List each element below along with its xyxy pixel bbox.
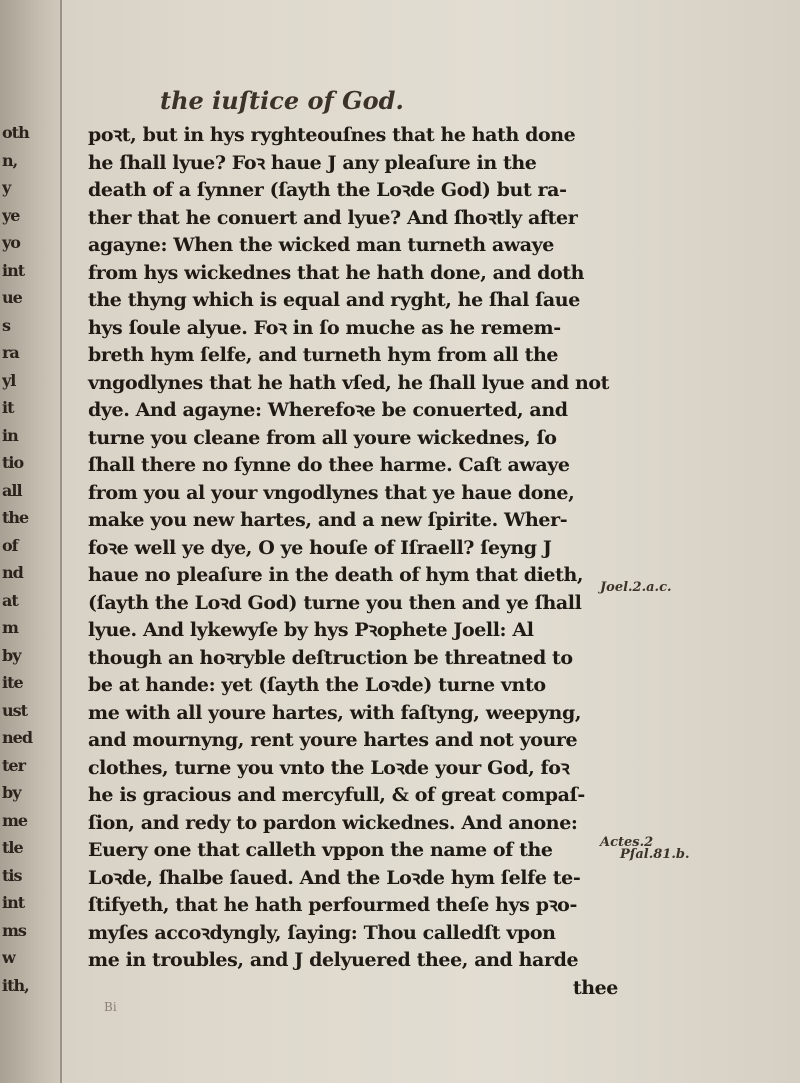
previous-page-fragment: tis — [2, 865, 22, 885]
text-line: turne you cleane from all youre wickednes, ſo — [88, 426, 557, 449]
previous-page-fragment: oth — [2, 123, 29, 142]
marginal-note-psal: Pſal.81.b. — [620, 847, 690, 862]
signature-mark: Bi — [104, 1000, 117, 1014]
marginal-note-joel: Joel.2.a.c. — [600, 580, 672, 595]
text-line: vngodlynes that he hath vſed, he ſhall lyue and not — [88, 371, 610, 394]
text-line: dye. And agayne: Wherefoꝛe be conuerted, and — [88, 399, 568, 421]
text-line: Loꝛde, ſhalbe ſaued. And the Loꝛde hym ſelfe te- — [88, 866, 581, 889]
running-head: the iuſtice of God. — [160, 86, 404, 115]
text-line: thee — [572, 976, 618, 999]
text-line: make you new hartes, and a new ſpirite. Wher- — [88, 509, 568, 531]
previous-page-fragment: m — [2, 618, 18, 637]
previous-page-fragment: by — [2, 783, 21, 802]
previous-page-fragment: yl — [2, 370, 16, 390]
previous-page-fragment: the — [2, 508, 29, 527]
gutter-rule — [60, 0, 62, 1083]
previous-page-fragment: yo — [2, 233, 20, 252]
text-line: poꝛt, but in hys ryghteouſnes that he hath done — [88, 124, 576, 146]
text-line: haue no pleaſure in the death of hym that dieth, — [88, 564, 584, 586]
previous-page-fragment: tle — [2, 838, 23, 857]
previous-page-fragment: ned — [2, 728, 32, 747]
text-line: agayne: When the wicked man turneth awaye — [88, 234, 554, 256]
text-line: from you al your vngodlynes that ye haue done, — [88, 481, 575, 504]
text-line: ſion, and redy to pardon wickednes. And anone: — [88, 811, 578, 834]
text-line: death of a ſynner (ſayth the Loꝛde God) but ra- — [88, 179, 567, 201]
text-line: though an hoꝛryble deſtruction be threatned to — [88, 646, 573, 669]
previous-page-fragment: w — [2, 948, 15, 967]
text-line: from hys wickednes that he hath done, and doth — [88, 261, 585, 284]
text-line: me in troubles, and J delyuered thee, and harde — [88, 949, 579, 971]
previous-page-fragment: ith, — [2, 975, 29, 995]
marginal-note-actes: Actes.2 — [600, 835, 654, 850]
text-line: breth hym ſelfe, and turneth hym from all the — [88, 344, 559, 366]
previous-page-fragment: ite — [2, 673, 23, 692]
previous-page-fragment: ms — [2, 920, 26, 940]
text-line: he ſhall lyue? Foꝛ haue J any pleaſure in the — [88, 151, 537, 174]
text-line: he is gracious and mercyfull, & of great compaſ- — [88, 784, 585, 806]
text-line: ther that he conuert and lyue? And ſhoꝛtly after — [88, 206, 578, 229]
text-line: lyue. And lykewyſe by hys Pꝛophete Joell: Al — [88, 619, 534, 641]
previous-page-fragment: all — [2, 480, 22, 500]
previous-page-fragment: it — [2, 398, 14, 417]
previous-page-fragment: y — [2, 178, 11, 197]
previous-page-fragment: n, — [2, 150, 18, 170]
previous-page-fragment: ue — [2, 288, 22, 307]
previous-page-fragment: ye — [2, 205, 20, 225]
text-line: the thyng which is equal and ryght, he ſhal ſaue — [88, 289, 580, 311]
previous-page-edge — [0, 0, 60, 1083]
text-line: me with all youre hartes, with faſtyng, weepyng, — [88, 701, 582, 724]
text-line: ſtifyeth, that he hath perfourmed theſe hys pꝛo- — [88, 894, 577, 916]
previous-page-fragment: nd — [2, 563, 23, 582]
text-line: ſhall there no ſynne do thee harme. Caſt awaye — [88, 454, 570, 476]
previous-page-fragment: ter — [2, 755, 25, 775]
previous-page-fragment: s — [2, 315, 11, 335]
text-line: foꝛe well ye dye, O ye houſe of Iſraell? ſeyng J — [88, 536, 552, 559]
previous-page-fragment: me — [2, 810, 28, 830]
text-line: and mournyng, rent youre hartes and not youre — [88, 729, 578, 751]
text-line: myſes accoꝛdyngly, ſaying: Thou calledſt vpon — [88, 921, 556, 944]
previous-page-fragment: int — [2, 260, 25, 280]
previous-page-fragment: at — [2, 590, 18, 610]
text-line: hys ſoule alyue. Foꝛ in ſo muche as he remem- — [88, 316, 561, 339]
previous-page-fragment: of — [2, 535, 18, 555]
previous-page-fragment: ust — [2, 700, 28, 720]
previous-page-fragment: tio — [2, 453, 24, 472]
text-line: (ſayth the Loꝛd God) turne you then and ye ſhall — [88, 591, 582, 614]
previous-page-fragment: int — [2, 893, 25, 912]
text-line: clothes, turne you vnto the Loꝛde your God, foꝛ — [88, 756, 570, 779]
previous-page-fragment: in — [2, 425, 18, 445]
previous-page-fragment: by — [2, 645, 21, 665]
previous-page-fragment: ra — [2, 343, 19, 362]
body-text — [88, 122, 648, 1002]
text-line: be at hande: yet (ſayth the Loꝛde) turne vnto — [88, 674, 546, 696]
text-line: Euery one that calleth vppon the name of the — [88, 839, 553, 861]
